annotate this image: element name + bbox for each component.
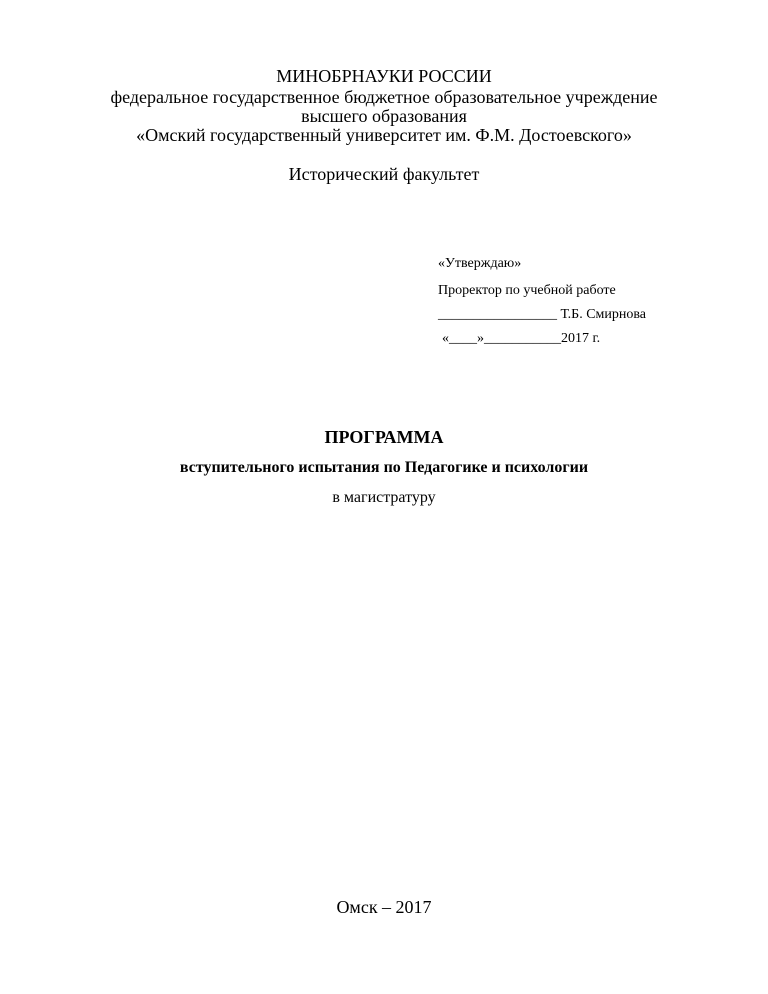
program-level: в магистратуру bbox=[332, 489, 436, 506]
ministry-name: МИНОБРНАУКИ РОССИИ bbox=[276, 66, 492, 86]
approval-date-line: «____»___________2017 г. bbox=[442, 331, 601, 346]
university-name: «Омский государственный университет им. Ф.М. Достоевского» bbox=[136, 125, 632, 145]
program-title: ПРОГРАММА bbox=[324, 427, 444, 447]
education-level: высшего образования bbox=[301, 106, 467, 126]
place-year: Омск – 2017 bbox=[336, 897, 432, 917]
approval-position: Проректор по учебной работе bbox=[438, 283, 616, 298]
approval-signature-line: _________________ Т.Б. Смирнова bbox=[438, 307, 647, 322]
program-subtitle: вступительного испытания по Педагогике и психологии bbox=[179, 459, 589, 476]
institution-type: федеральное государственное бюджетное образовательное учреждение bbox=[110, 87, 658, 107]
faculty-name: Исторический факультет bbox=[288, 164, 480, 184]
approval-label: «Утверждаю» bbox=[438, 256, 522, 271]
